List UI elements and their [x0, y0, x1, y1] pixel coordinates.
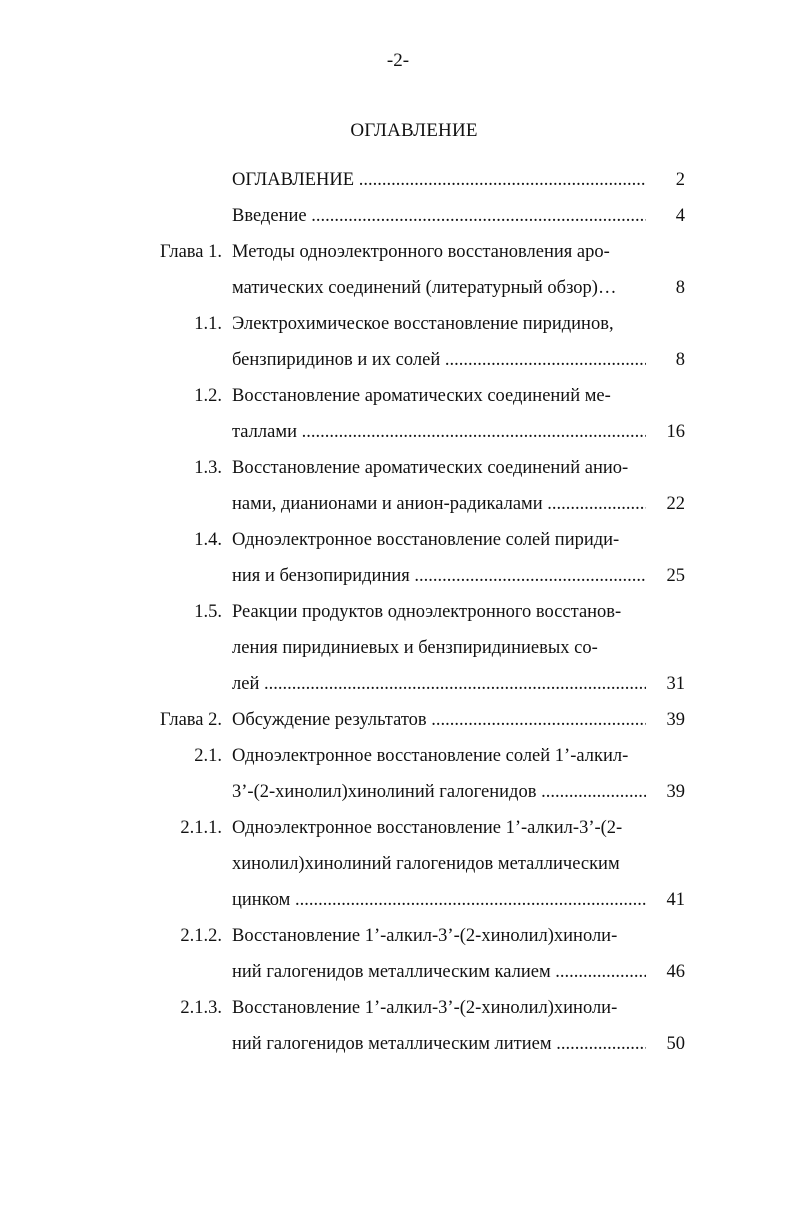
- toc-heading-text: Одноэлектронное восстановление солей пириди-: [232, 530, 620, 550]
- toc-heading-text: таллами .....: [232, 414, 646, 450]
- toc-heading-text: Обсуждение результатов .....: [232, 702, 646, 738]
- toc-entry: [0, 810, 796, 918]
- toc-page-number: 41: [666, 890, 685, 910]
- toc-heading-text: ОГЛАВЛЕНИЕ .....: [232, 162, 646, 198]
- toc-line: [0, 1026, 796, 1062]
- toc-line: [0, 558, 796, 594]
- toc-heading-text: матических соединений (литературный обзор)…: [232, 278, 617, 298]
- toc-entry: [0, 234, 796, 306]
- toc-line: [0, 738, 796, 774]
- toc-heading-text: цинком .....: [232, 882, 646, 918]
- toc-entry: [0, 918, 796, 990]
- toc-entry: [0, 594, 796, 702]
- toc-page-number: 46: [666, 962, 685, 982]
- toc-heading-text: лей .....: [232, 666, 646, 702]
- toc-page-number: 39: [666, 782, 685, 802]
- toc-line: [0, 414, 796, 450]
- toc-heading-text: 3’-(2-хинолил)хинолиний галогенидов .....: [232, 774, 646, 810]
- toc-heading-text: ний галогенидов металлическим литием .....: [232, 1026, 646, 1062]
- toc-page-number: 16: [666, 422, 685, 442]
- toc-page-number: 8: [675, 350, 685, 370]
- toc-heading-text: Восстановление ароматических соединений анио-: [232, 458, 629, 478]
- toc-section-number: Глава 2.: [160, 710, 222, 730]
- toc-section-number: 1.5.: [194, 602, 222, 622]
- toc-heading-text: ния и бензопиридиния .....: [232, 558, 646, 594]
- toc-section-number: 2.1.2.: [180, 926, 222, 946]
- toc-line: [0, 882, 796, 918]
- toc-page-number: 8: [675, 278, 685, 298]
- toc-section-number: 2.1.1.: [180, 818, 222, 838]
- toc-heading-text: бензпиридинов и их солей .....: [232, 342, 646, 378]
- toc-line: [0, 990, 796, 1026]
- toc-line: [0, 450, 796, 486]
- toc-line: [0, 306, 796, 342]
- toc-heading-text: Одноэлектронное восстановление солей 1’-алкил-: [232, 746, 629, 766]
- toc-heading-text: ления пиридиниевых и бензпиридиниевых со-: [232, 638, 598, 658]
- toc-line: [0, 270, 796, 306]
- toc-line: [0, 774, 796, 810]
- toc-heading-text: Методы одноэлектронного восстановления аро-: [232, 242, 610, 262]
- toc-entry: [0, 306, 796, 378]
- toc-line: [0, 666, 796, 702]
- toc-section-number: 1.3.: [194, 458, 222, 478]
- toc-heading-text: ний галогенидов металлическим калием .....: [232, 954, 646, 990]
- toc-line: [0, 702, 796, 738]
- toc-entry: [0, 702, 796, 738]
- toc-entry: [0, 378, 796, 450]
- toc-entry: [0, 738, 796, 810]
- toc-entry: [0, 198, 796, 234]
- toc-section-number: 1.4.: [194, 530, 222, 550]
- toc-heading-text: Введение .....: [232, 198, 646, 234]
- page-title: ОГЛАВЛЕНИЕ: [350, 120, 478, 141]
- toc-line: [0, 342, 796, 378]
- toc-line: [0, 630, 796, 666]
- toc-line: [0, 234, 796, 270]
- toc-heading-text: Восстановление 1’-алкил-3’-(2-хинолил)хиноли-: [232, 926, 618, 946]
- toc-heading-text: Электрохимическое восстановление пиридинов,: [232, 314, 614, 334]
- toc-section-number: 1.2.: [194, 386, 222, 406]
- toc-heading-text: нами, дианионами и анион-радикалами .....: [232, 486, 646, 522]
- toc-entry: [0, 990, 796, 1062]
- toc-line: [0, 198, 796, 234]
- toc-page-number: 4: [675, 206, 685, 226]
- toc-heading-text: хинолил)хинолиний галогенидов металлическим: [232, 854, 620, 874]
- toc-section-number: Глава 1.: [160, 242, 222, 262]
- toc-entry: [0, 162, 796, 198]
- toc-section-number: 1.1.: [194, 314, 222, 334]
- toc-page-number: 25: [666, 566, 685, 586]
- toc-line: [0, 162, 796, 198]
- toc-line: [0, 378, 796, 414]
- toc-page-number: 50: [666, 1034, 685, 1054]
- toc-section-number: 2.1.: [194, 746, 222, 766]
- table-of-contents: [0, 162, 796, 1062]
- toc-line: [0, 486, 796, 522]
- toc-heading-text: Одноэлектронное восстановление 1’-алкил-3’-(2-: [232, 818, 623, 838]
- toc-heading-text: Восстановление ароматических соединений ме-: [232, 386, 611, 406]
- toc-section-number: 2.1.3.: [180, 998, 222, 1018]
- toc-page-number: 2: [675, 170, 685, 190]
- toc-line: [0, 918, 796, 954]
- toc-page-number: 39: [666, 710, 685, 730]
- toc-line: [0, 522, 796, 558]
- toc-line: [0, 810, 796, 846]
- toc-heading-text: Реакции продуктов одноэлектронного восстанов-: [232, 602, 622, 622]
- page-number: -2-: [386, 50, 410, 71]
- toc-line: [0, 594, 796, 630]
- toc-line: [0, 954, 796, 990]
- toc-entry: [0, 450, 796, 522]
- toc-page-number: 22: [666, 494, 685, 514]
- toc-entry: [0, 522, 796, 594]
- toc-line: [0, 846, 796, 882]
- toc-heading-text: Восстановление 1’-алкил-3’-(2-хинолил)хиноли-: [232, 998, 618, 1018]
- toc-page-number: 31: [666, 674, 685, 694]
